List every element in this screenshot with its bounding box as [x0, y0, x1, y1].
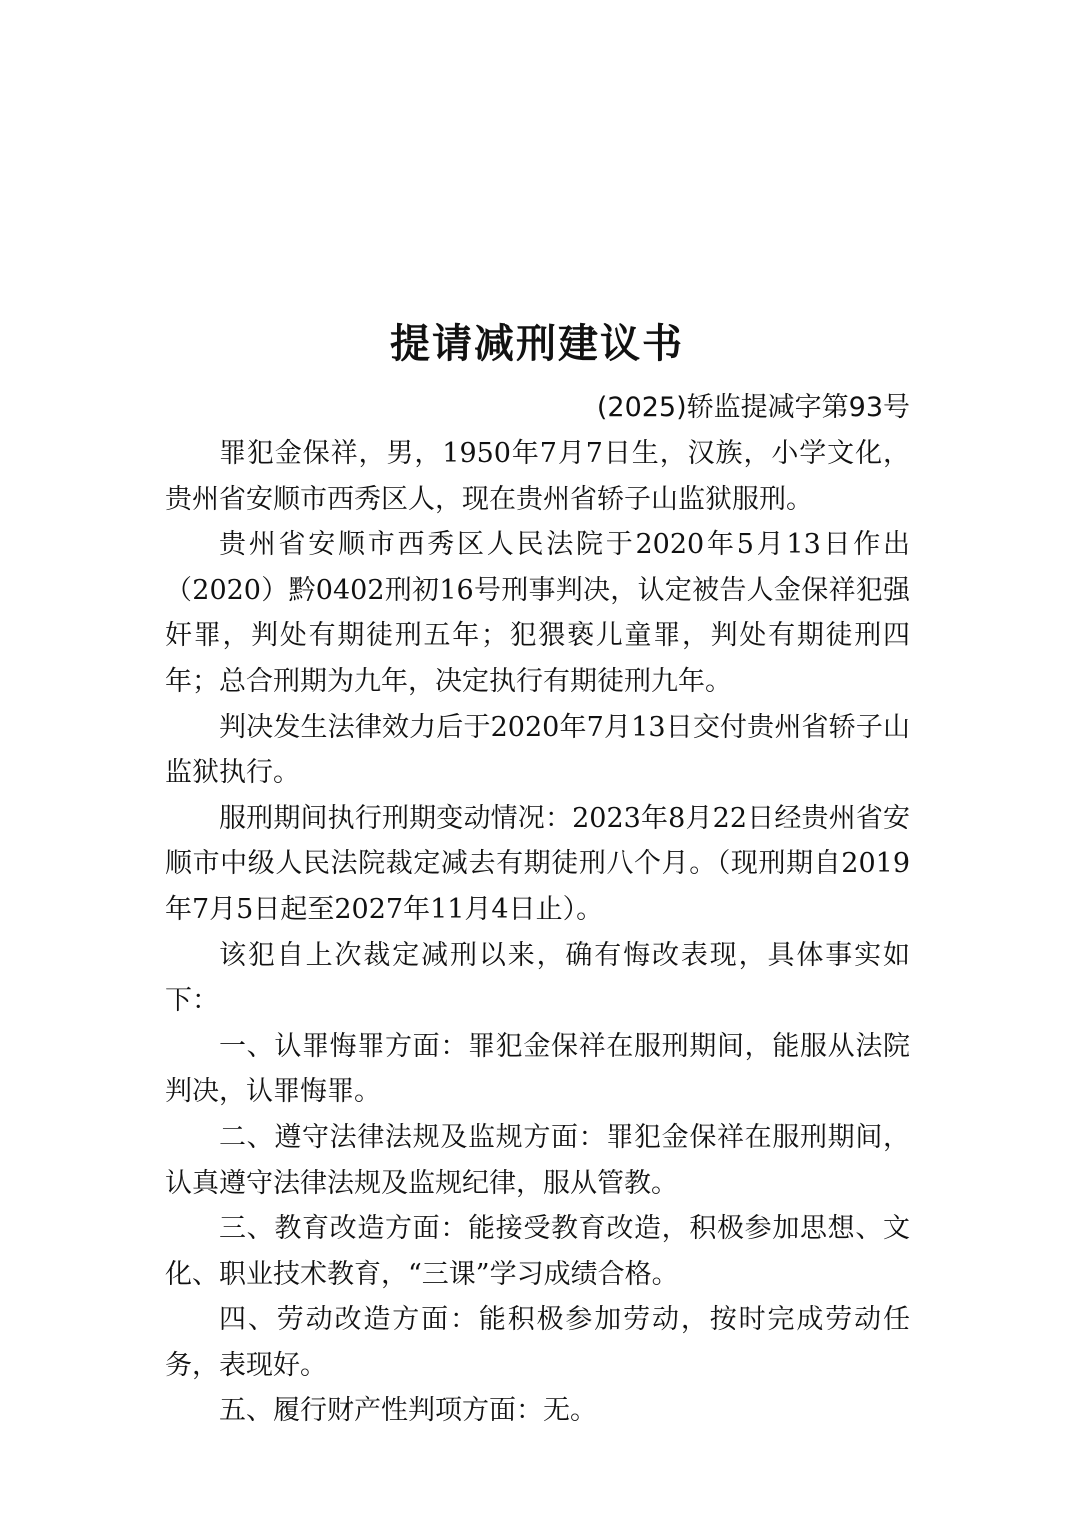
paragraph-item-education: 三、教育改造方面：能接受教育改造，积极参加思想、文化、职业技术教育，“三课”学习成绩合格。: [165, 1213, 910, 1290]
paragraph-item-labor: 四、劳动改造方面：能积极参加劳动，按时完成劳动任务，表现好。: [165, 1304, 910, 1381]
paragraph-item-property: 五、履行财产性判项方面：无。: [219, 1395, 597, 1427]
paragraph-repentance-intro: 该犯自上次裁定减刑以来，确有悔改表现，具体事实如下：: [165, 939, 910, 1017]
paragraph-execution: 判决发生法律效力后于2020年7月13日交付贵州省轿子山监狱执行。: [165, 711, 910, 789]
paragraph-item-confession: 一、认罪悔罪方面：罪犯金保祥在服刑期间，能服从法院判决，认罪悔罪。: [165, 1030, 910, 1108]
document-title: 提请减刑建议书: [390, 320, 684, 367]
paragraph-item-rules: 二、遵守法律法规及监规方面：罪犯金保祥在服刑期间，认真遵守法律法规及监规纪律，服从管教。: [165, 1121, 910, 1199]
paragraph-original-judgment: 贵州省安顺市西秀区人民法院于2020年5月13日作出（2020）黔0402刑初16号刑事判决，认定被告人金保祥犯强奸罪，判处有期徒刑五年；犯猥亵儿童罪，判处有期徒刑四年；总合刑期为九年，决定执行有期徒刑九年。: [165, 529, 910, 697]
paragraph-sentence-changes: 服刑期间执行刑期变动情况：2023年8月22日经贵州省安顺市中级人民法院裁定减去有期徒刑八个月。（现刑期自2019年7月5日起至2027年11月4日止）。: [165, 802, 910, 925]
paragraph-offender-info: 罪犯金保祥，男，1950年7月7日生，汉族，小学文化，贵州省安顺市西秀区人，现在贵州省轿子山监狱服刑。: [165, 438, 910, 515]
document-body: [165, 431, 910, 1434]
document-number: (2025)轿监提减字第93号: [596, 392, 910, 423]
